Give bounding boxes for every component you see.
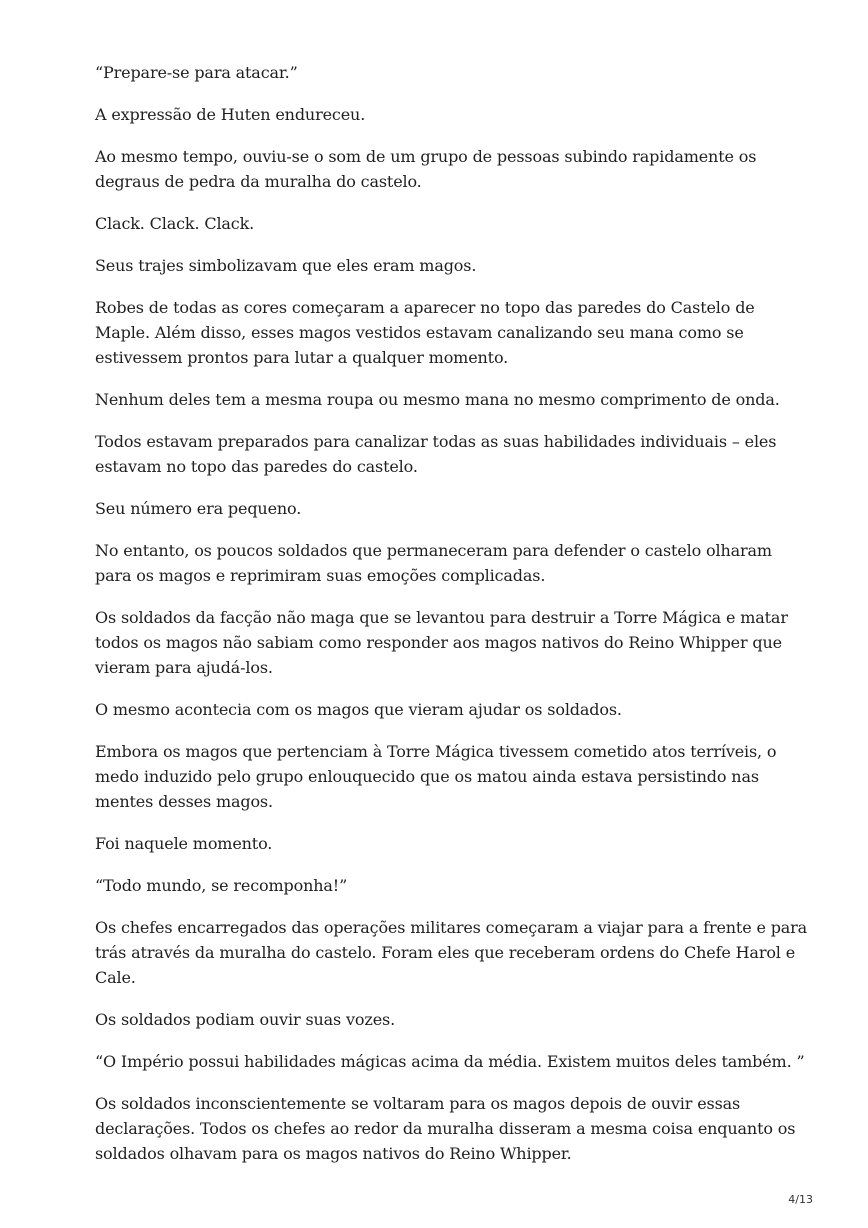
paragraph: “Todo mundo, se recomponha!” [95,876,348,895]
paragraph: Nenhum deles tem a mesma roupa ou mesmo mana no mesmo comprimento de onda. [95,390,780,409]
paragraph: Os soldados inconscientemente se voltaram para os magos depois de ouvir essas declarações. Todos os chefes ao redor da muralha disseram a mesma coisa enquanto os soldados olhavam para os magos nativos do Reino Whipper. [95,1094,796,1163]
paragraph: Seus trajes simbolizavam que eles eram magos. [95,256,477,275]
paragraph: Ao mesmo tempo, ouviu-se o som de um grupo de pessoas subindo rapidamente os degraus de pedra da muralha do castelo. [95,147,757,191]
paragraph: Seu número era pequeno. [95,499,302,518]
page-number: 4/13 [788,1193,813,1206]
paragraph: Os soldados podiam ouvir suas vozes. [95,1010,396,1029]
paragraph: Os chefes encarregados das operações militares começaram a viajar para a frente e para trás através da muralha do castelo. Foram eles que receberam ordens do Chefe Harol e Cale. [95,918,808,987]
paragraph: Foi naquele momento. [95,834,273,853]
paragraph: A expressão de Huten endureceu. [95,105,366,124]
paragraph: “Prepare-se para atacar.” [95,63,298,82]
paragraph: Clack. Clack. Clack. [95,214,255,233]
paragraph: Os soldados da facção não maga que se levantou para destruir a Torre Mágica e matar todos os magos não sabiam como responder aos magos nativos do Reino Whipper que vieram para ajudá-los. [95,608,788,677]
paragraph: No entanto, os poucos soldados que permaneceram para defender o castelo olharam para os magos e reprimiram suas emoções complicadas. [95,541,772,585]
paragraph: O mesmo acontecia com os magos que vieram ajudar os soldados. [95,700,622,719]
paragraph: Embora os magos que pertenciam à Torre Mágica tivessem cometido atos terríveis, o medo induzido pelo grupo enlouquecido que os matou ainda estava persistindo nas mentes desses magos. [95,742,777,811]
paragraph: Robes de todas as cores começaram a aparecer no topo das paredes do Castelo de Maple. Além disso, esses magos vestidos estavam canalizando seu mana como se estivessem prontos para lutar a qualquer momento. [95,298,755,367]
paragraph: “O Império possui habilidades mágicas acima da média. Existem muitos deles também. ” [95,1052,805,1071]
paragraph: Todos estavam preparados para canalizar todas as suas habilidades individuais – eles estavam no topo das paredes do castelo. [95,432,777,476]
